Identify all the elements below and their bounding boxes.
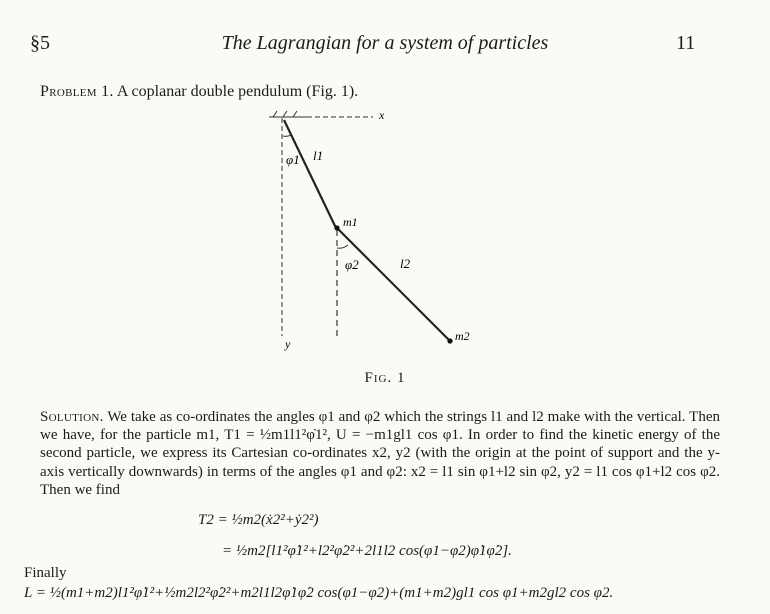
problem-statement xyxy=(40,83,358,101)
phi1-label: φ1 xyxy=(286,152,300,167)
equation-t2-line1: T2 = ½m2(ẋ2²+ẏ2²) xyxy=(198,512,319,528)
problem-text: A coplanar double pendulum (Fig. 1). xyxy=(116,83,359,100)
phi2-label: φ2 xyxy=(345,257,359,272)
finally-label: Finally xyxy=(24,565,67,581)
m1-label: m1 xyxy=(343,215,358,229)
y-axis-label: y xyxy=(285,337,291,351)
running-title: The Lagrangian for a system of particles xyxy=(221,32,549,54)
mass-m1 xyxy=(334,225,339,230)
equation-t2-line2: = ½m2[l1²φ̇1²+l2²φ̇2²+2l1l2 cos(φ1−φ2)φ̇1φ̇2]. xyxy=(222,543,512,559)
figure-caption: Fig. 1 xyxy=(364,370,406,386)
double-pendulum-figure xyxy=(255,108,515,358)
l1-label: l1 xyxy=(313,148,324,163)
solution-paragraph xyxy=(40,408,720,499)
solution-label: Solution. xyxy=(40,409,104,425)
l2-label: l2 xyxy=(400,256,411,271)
angle-arc-phi2 xyxy=(337,245,348,248)
string-l2 xyxy=(337,228,450,341)
solution-text: We take as co-ordinates the angles φ1 and φ2 which the strings l1 and l2 make with the vertical. Then we have, for the particle m1, T1 = ½m1l1²φ̇1², U = −m1gl1 cos φ1. In order to find the kinetic energy of the second particle, we express its Cartesian co-ordinates x2, y2 (with the origin at the point of support and the y-axis vertically downwards) in terms of the angles φ1 and φ2: x2 = l1 sin φ1+l2 sin φ2, y2 = l1 cos φ1+l2 cos φ2. Then we find xyxy=(40,409,720,498)
problem-label: Problem 1. xyxy=(40,83,114,100)
x-axis-label: x xyxy=(379,108,385,122)
support-hatch xyxy=(269,111,307,117)
section-number: §5 xyxy=(30,32,50,54)
page-number: 11 xyxy=(676,32,696,54)
mass-m2 xyxy=(447,338,452,343)
angle-arc-phi1 xyxy=(283,135,291,136)
string-l1 xyxy=(284,120,336,228)
equation-lagrangian: L = ½(m1+m2)l1²φ̇1²+½m2l2²φ̇2²+m2l1l2φ̇1φ̇2 cos(φ1−φ2)+(m1+m2)gl1 cos φ1+m2gl2 cos φ2. xyxy=(24,585,614,601)
m2-label: m2 xyxy=(455,329,470,343)
